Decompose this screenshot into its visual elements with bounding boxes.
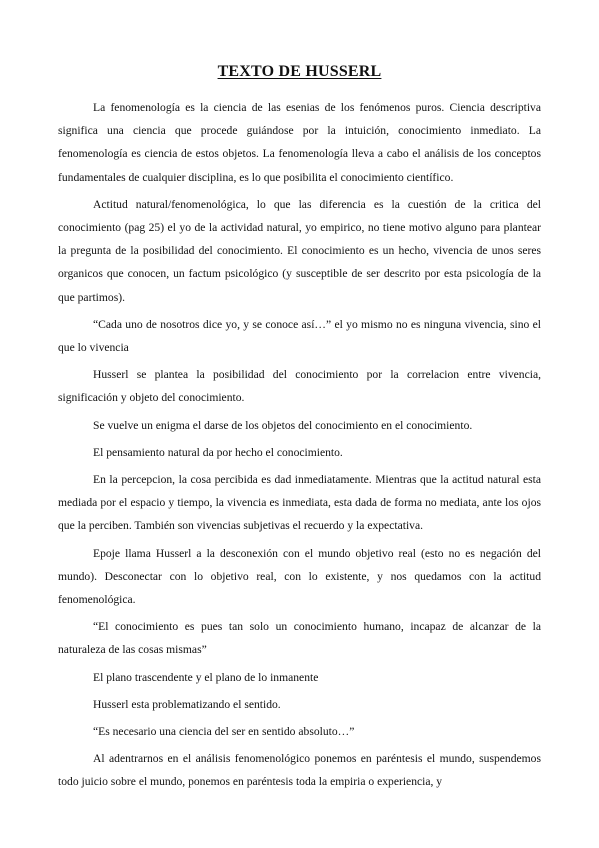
paragraph-4: Husserl se plantea la posibilidad del conocimiento por la correlacion entre vivencia, significación y objeto del conocimiento. xyxy=(58,368,541,405)
paragraph-8: Epoje llama Husserl a la desconexión con el mundo objetivo real (esto no es negación del mundo). Desconectar con lo objetivo real, con lo existente, y nos quedamos con la actitud fenomenológica. xyxy=(58,546,541,607)
paragraph-6: El pensamiento natural da por hecho el conocimiento. xyxy=(93,445,343,459)
paragraph-12: “Es necesario una ciencia del ser en sentido absoluto…” xyxy=(93,725,355,739)
paragraph-5: Se vuelve un enigma el darse de los objetos del conocimiento en el conocimiento. xyxy=(93,418,473,432)
paragraph-9: “El conocimiento es pues tan solo un conocimiento humano, incapaz de alcanzar de la naturaleza de las cosas mismas” xyxy=(58,620,541,657)
paragraph-11: Husserl esta problematizando el sentido. xyxy=(93,697,281,711)
document-title: TEXTO DE HUSSERL xyxy=(217,63,382,80)
paragraph-13: Al adentrarnos en el análisis fenomenológico ponemos en paréntesis el mundo, suspendemos todo juicio sobre el mundo, ponemos en paréntesis toda la empiria o experiencia, y xyxy=(58,752,541,789)
paragraph-10: El plano trascendente y el plano de lo inmanente xyxy=(93,670,319,684)
paragraph-3: “Cada uno de nosotros dice yo, y se conoce así…” el yo mismo no es ninguna vivencia, sino el que lo vivencia xyxy=(58,317,541,355)
paragraph-1: La fenomenología es la ciencia de las esenias de los fenómenos puros. Ciencia descriptiva significa una ciencia que procede guiándose por la intuición, conocimiento inmediato. La fenomenología es ciencia de estos objetos. La fenomenología lleva a cabo el análisis de los conceptos fundamentales de cualquier disciplina, es lo que posibilita el conocimiento científico. xyxy=(58,101,541,184)
paragraph-7: En la percepcion, la cosa percibida es dad inmediatamente. Mientras que la actitud natural esta mediada por el espacio y tiempo, la vivencia es inmediata, esta dada de forma no mediata, ante los ojos que la perciben. También son vivencias subjetivas el recuerdo y la expectativa. xyxy=(58,473,541,533)
document-page xyxy=(58,62,541,798)
paragraph-2: Actitud natural/fenomenológica, lo que las diferencia es la cuestión de la critica del conocimiento (pag 25) el yo de la actividad natural, yo empirico, no tiene motivo alguno para plantear la pregunta de la posibilidad del conocimiento. El conocimiento es un hecho, vivencia de unos seres organicos que conocen, un factum psicológico (y susceptible de ser descrito por esta psicología de la que partimos). xyxy=(58,197,541,304)
